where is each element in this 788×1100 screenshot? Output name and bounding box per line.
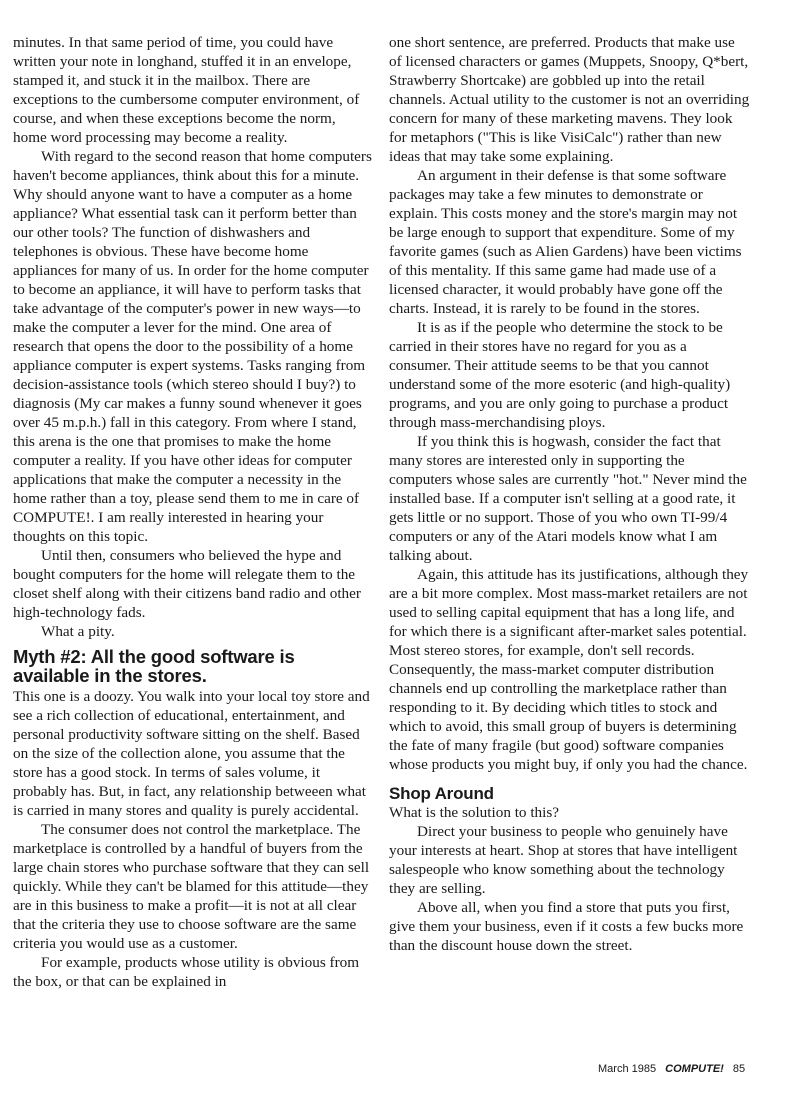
paragraph: It is as if the people who determine the stock to be carried in their stores have no regard for you as a consumer. Their attitude seems to be that you cannot understand some of the more esoteric (and high-quality) programs, and you are only going to purchase a product through mass-merchandising ploys. bbox=[389, 319, 731, 431]
section-heading: Shop Around bbox=[389, 784, 494, 803]
paragraph: If you think this is hogwash, consider the fact that many stores are interested only in supporting the computers whose sales are currently "hot." Never mind the installed base. If a computer isn't selling at a good rate, it gets little or no support. Those of you who own TI-99/4 computers or any of the Atari models know what I am talking about. bbox=[389, 433, 747, 564]
paragraph: Above all, when you find a store that puts you first, give them your business, even if it costs a few bucks more than the discount house down the street. bbox=[389, 899, 744, 954]
left-column bbox=[13, 33, 373, 991]
section-heading: Myth #2: All the good software is available in the stores. bbox=[13, 646, 295, 686]
paragraph: This one is a doozy. You walk into your local toy store and see a rich collection of educational, entertainment, and personal productivity software sitting on the shelf. Based on the size of the collection alone, you assume that the store has a good stock. In terms of sales volume, it probably has. But, in fact, any relationship betweeen what is carried in many stores and quality is purely accidental. bbox=[13, 688, 370, 819]
right-column bbox=[389, 33, 751, 955]
issue-date: March 1985 bbox=[598, 1063, 657, 1075]
paragraph: An argument in their defense is that some software packages may take a few minutes to demonstrate or explain. This costs money and the store's margin may not be large enough to support that expenditure. Some of my favorite games (such as Alien Gardens) have been victims of this mentality. If this same game had made use of a licensed character, it would probably have gone off the charts. Instead, it is rarely to be found in the stores. bbox=[389, 167, 742, 317]
paragraph: With regard to the second reason that home computers haven't become appliances, think about this for a minute. Why should anyone want to have a computer as a home appliance? What essential task can it perform better than our other tools? The function of dishwashers and telephones is obvious. These have become home appliances for many of us. In order for the home computer to become an appliance, it will have to perform tasks that take advantage of the computer's power in new ways—to make the computer a lever for the mind. One area of research that opens the door to the possibility of a home appliance computer is expert systems. Tasks ranging from decision-assistance tools (which stereo should I buy?) to diagnosis (My car makes a funny sound whenever it goes over 45 m.p.h.) fall in this category. From where I stand, this arena is the one that promises to make the home computer a reality. If you have other ideas for computer applications that make the computer a necessity in the home rather than a toy, please send them to me in care of COMPUTE!. I am really interested in hearing your thoughts on this topic. bbox=[13, 148, 372, 545]
paragraph: For example, products whose utility is obvious from the box, or that can be explained in bbox=[13, 954, 360, 990]
paragraph: one short sentence, are preferred. Products that make use of licensed characters or games (Muppets, Snoopy, Q*bert, Strawberry Shortcake) are gobbled up into the retail channels. Actual utility to the customer is not an overriding concern for many of these marketing mavens. They look for metaphors ("This is like VisiCalc") rather than new ideas that may take some explaining. bbox=[389, 34, 750, 165]
page-footer bbox=[598, 1063, 778, 1075]
paragraph: The consumer does not control the marketplace. The marketplace is controlled by a handful of buyers from the large chain stores who purchase software that they can sell quickly. While they can't be blamed for this attitude—they are in this business to make a profit—it is not at all clear that the criteria they use to choose software are the same criteria you would use as a customer. bbox=[13, 821, 370, 952]
paragraph: What a pity. bbox=[41, 623, 115, 640]
page-number: 85 bbox=[732, 1063, 746, 1075]
paragraph: Until then, consumers who believed the hype and bought computers for the home will relegate them to the closet shelf along with their citizens band radio and other high-technology fads. bbox=[13, 547, 361, 621]
magazine-name: COMPUTE! bbox=[665, 1063, 724, 1075]
paragraph: Again, this attitude has its justifications, although they are a bit more complex. Most mass-market retailers are not used to selling capital equipment that has a long life, and for which there is a significant after-market sales potential. Most stereo stores, for example, don't sell records. Consequently, the mass-market computer distribution channels end up controlling the marketplace rather than responding to it. By deciding which titles to stock and which to avoid, this small group of buyers is determining the fate of many fragile (but good) software companies whose products you might buy, if only you had the chance. bbox=[389, 566, 749, 773]
paragraph: minutes. In that same period of time, you could have written your note in longhand, stuffed it in an envelope, stamped it, and stuck it in the mailbox. There are exceptions to the cumbersome computer environment, of course, and when these exceptions become the norm, home word processing may become a reality. bbox=[13, 34, 360, 146]
paragraph: Direct your business to people who genuinely have your interests at heart. Shop at stores that have intelligent salespeople who know something about the technology they are selling. bbox=[389, 823, 738, 897]
paragraph: What is the solution to this? bbox=[389, 804, 559, 821]
